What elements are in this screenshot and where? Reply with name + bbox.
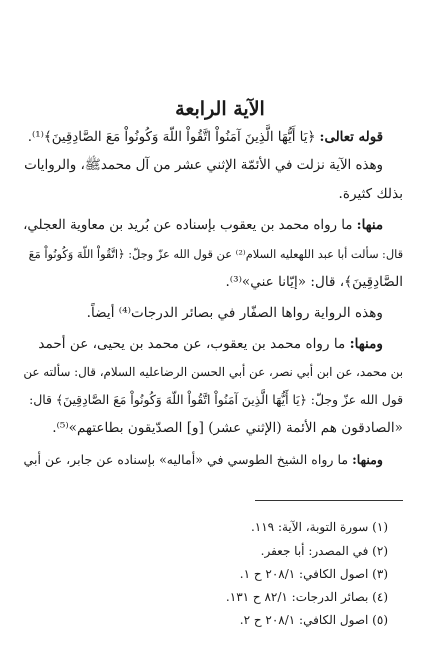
footnote: (٢) في المصدر: أبا جعفر. — [260, 544, 388, 558]
body-line: ومنها: ما رواه محمد بن يعقوب، عن محمد بن يحيى، عن أحمد — [38, 336, 383, 352]
body-line: بذلك كثيرة. — [338, 186, 403, 202]
body-line: «الصادقون هم الأئمة (الإثني عشر) [و] الصدّيقون بطاعتهم»⁽⁵⁾. — [52, 420, 403, 436]
body-line: قال: سألت أبا عبد اللهعليه السلام⁽²⁾ عن قول الله عزّ وجلّ: ﴿اتَّقُواْ اللّهَ وَكُونُواْ مَعَ — [28, 247, 403, 261]
lead-in-label: ومنها: — [349, 336, 383, 352]
footnote: (١) سورة التوبة، الآية: ١١٩. — [250, 520, 388, 534]
body-line: وهذه الآية نزلت في الأئمّة الإثني عشر من آل محمدﷺ، والروايات — [24, 158, 383, 173]
footnote: (٣) اصول الكافي: ٢٠٨/١ ح ١. — [239, 567, 388, 581]
lead-in-label: ومنها: — [352, 452, 383, 467]
lead-in-label: قوله تعالى: — [319, 129, 383, 145]
footnote-divider — [255, 500, 403, 501]
verse-line: قوله تعالى: ﴿يَا أَيُّهَا الَّذِينَ آمَنُواْ اتَّقُواْ اللّهَ وَكُونُواْ مَعَ الصَّادِقِينَ﴾⁽¹⁾. — [27, 129, 383, 145]
body-line: وهذه الرواية رواها الصفّار في بصائر الدرجات⁽⁴⁾ أيضاً. — [86, 305, 383, 321]
body-line: قول الله عزّ وجلّ: ﴿يَا أَيُّهَا الَّذِينَ آمَنُواْ اتَّقُواْ اللّهَ وَكُونُواْ مَعَ الصَّادِقِينَ﴾ قال: — [29, 393, 403, 407]
body-line: منها: ما رواه محمد بن يعقوب بإسناده عن بُريد بن معاوية العجلي، — [23, 217, 383, 233]
body-line: الصَّادِقِينَ﴾، قال: «إيّانا عني»⁽³⁾. — [225, 274, 403, 290]
footnote: (٥) اصول الكافي: ٢٠٨/١ ح ٢. — [239, 613, 388, 627]
body-line: ومنها: ما رواه الشيخ الطوسي في «أماليه» بإسناده عن جابر، عن أبي — [23, 452, 383, 467]
section-heading: الآية الرابعة — [175, 98, 265, 120]
lead-in-label: منها: — [356, 217, 383, 233]
body-line: بن محمد، عن ابن أبي نصر، عن أبي الحسن الرضاعليه السلام، قال: سألته عن — [23, 365, 403, 379]
footnote: (٤) بصائر الدرجات: ٨٢/١ ح ١٣١. — [225, 590, 388, 604]
